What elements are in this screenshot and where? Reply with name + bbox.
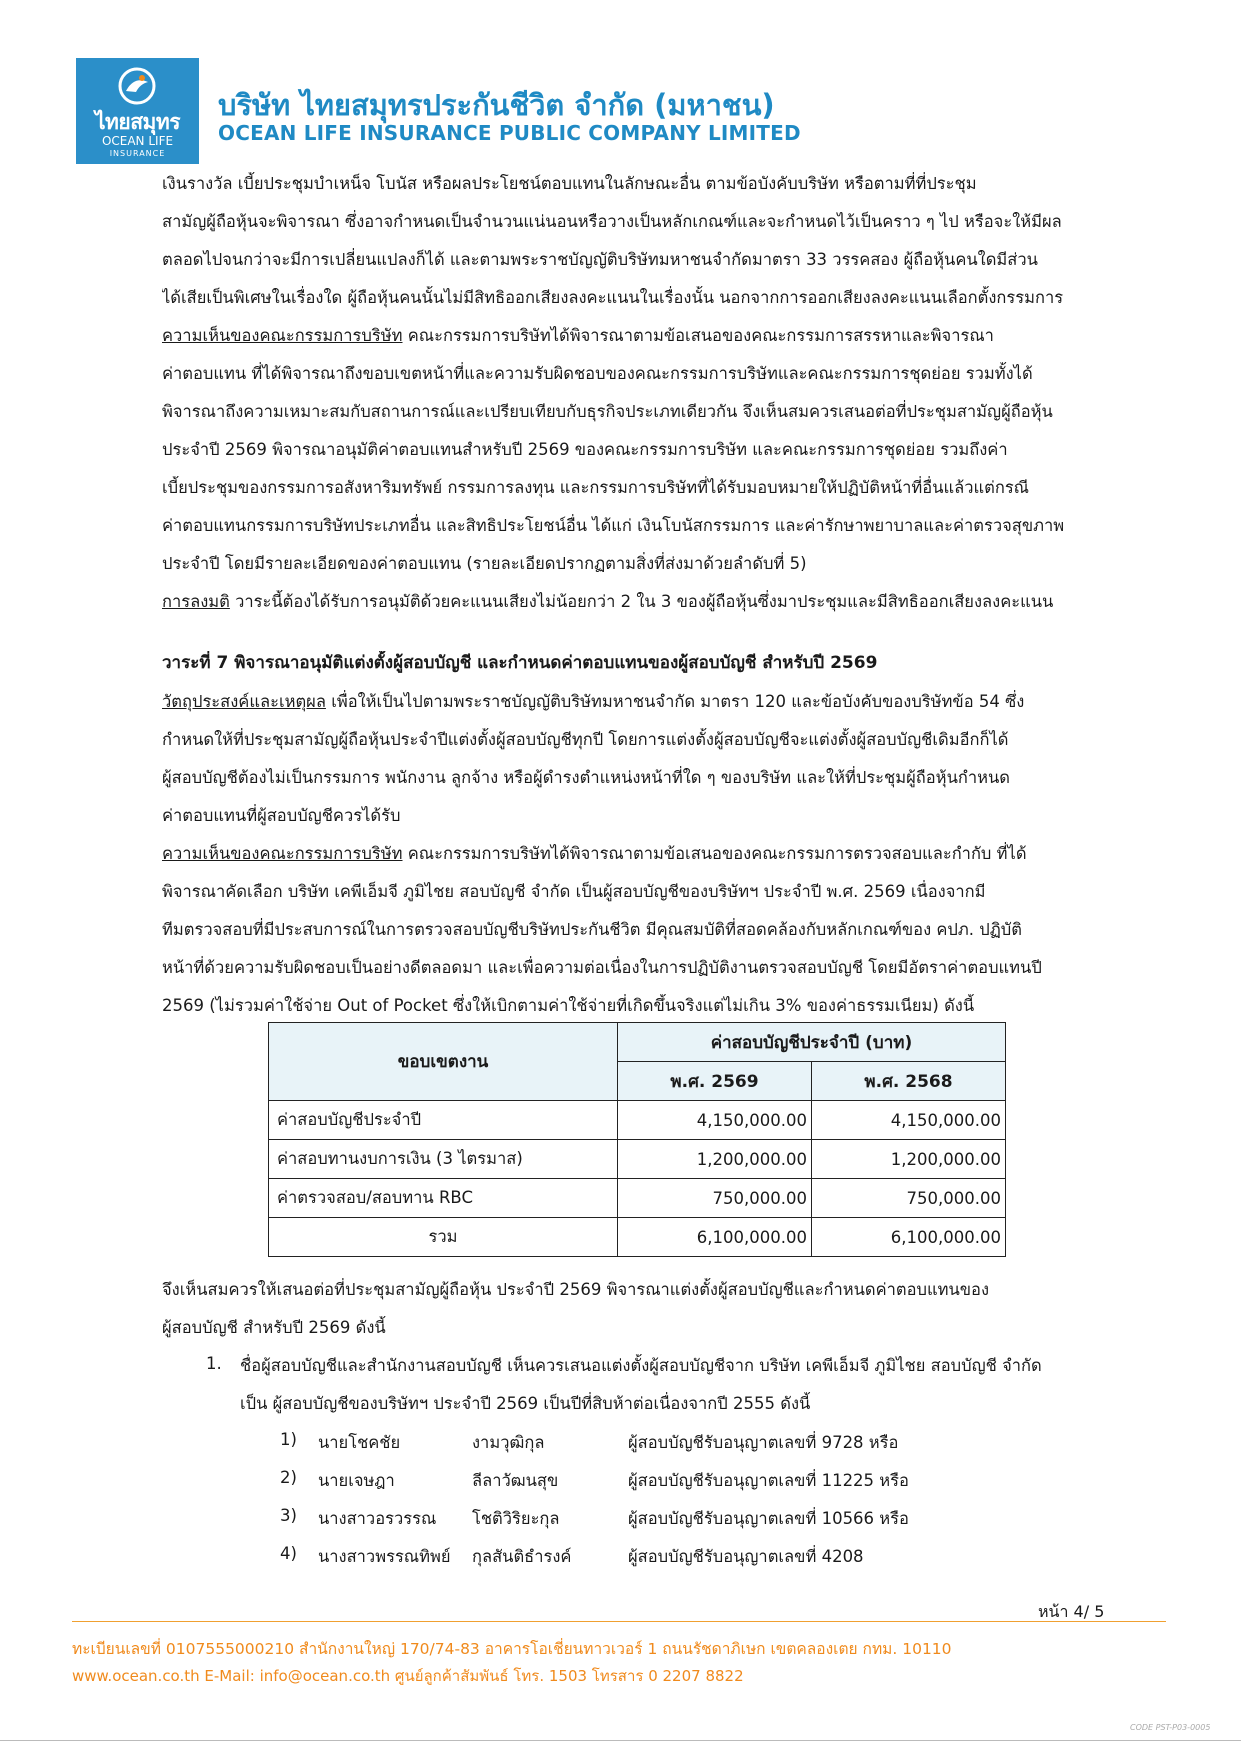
form-code: CODE PST-P03-0005 <box>1130 1723 1211 1732</box>
body-line: ผู้สอบบัญชีต้องไม่เป็นกรรมการ พนักงาน ลูกจ้าง หรือผู้ดำรงตำแหน่งหน้าที่ใด ๆ ของบริษัท และให้ที่ประชุมผู้ถือหุ้นกำหนด <box>162 768 1010 787</box>
body-line: ประจำปี โดยมีรายละเอียดของค่าตอบแทน (รายละเอียดปรากฏตามสิ่งที่ส่งมาด้วยลำดับที่ 5) <box>162 554 807 573</box>
auditor-license: ผู้สอบบัญชีรับอนุญาตเลขที่ 10566 หรือ <box>628 1509 909 1528</box>
auditor-no: 4) <box>280 1544 297 1563</box>
logo-text-en-sub: INSURANCE <box>109 149 166 158</box>
body-line: สามัญผู้ถือหุ้นจะพิจารณา ซึ่งอาจกำหนดเป็นจำนวนแน่นอนหรือวางเป็นหลักเกณฑ์และจะกำหนดไว้เป็นคราว ๆ ไป หรือจะให้มีผล <box>162 212 1062 231</box>
body-line: ค่าตอบแทนกรรมการบริษัทประเภทอื่น และสิทธิประโยชน์อื่น ได้แก่ เงินโบนัสกรรมการ และค่ารักษาพยาบาลและค่าตรวจสุขภาพ <box>162 516 1065 535</box>
footer-contact: www.ocean.co.th E-Mail: info@ocean.co.th ศูนย์ลูกค้าสัมพันธ์ โทร. 1503 โทรสาร 0 2207 8822 <box>72 1667 744 1685</box>
item-number: 1. <box>206 1354 222 1373</box>
fee-item: ค่าสอบทานงบการเงิน (3 ไตรมาส) <box>269 1140 618 1179</box>
auditor-license: ผู้สอบบัญชีรับอนุญาตเลขที่ 4208 <box>628 1547 864 1566</box>
fee-2568: 1,200,000.00 <box>812 1140 1006 1179</box>
table-header-row <box>269 1023 1006 1062</box>
vote-line <box>162 590 1112 614</box>
body-line: จึงเห็นสมควรให้เสนอต่อที่ประชุมสามัญผู้ถือหุ้น ประจำปี 2569 พิจารณาแต่งตั้งผู้สอบบัญชีและกำหนดค่าตอบแทนของ <box>162 1280 990 1299</box>
auditor-no: 3) <box>280 1506 297 1525</box>
purpose-text: เพื่อให้เป็นไปตามพระราชบัญญัติบริษัทมหาชนจำกัด มาตรา 120 และข้อบังคับของบริษัทข้อ 54 ซึ่ง <box>325 692 1025 711</box>
body-line: ชื่อผู้สอบบัญชีและสำนักงานสอบบัญชี เห็นควรเสนอแต่งตั้งผู้สอบบัญชีจาก บริษัท เคพีเอ็มจี ภูมิไชย สอบบัญชี จำกัด <box>240 1356 1042 1375</box>
body-line: ค่าตอบแทน ที่ได้พิจารณาถึงขอบเขตหน้าที่และความรับผิดชอบของคณะกรรมการบริษัทและคณะกรรมการชุดย่อย รวมทั้งได้ <box>162 364 1033 383</box>
auditor-last-name: โชติวิริยะกุล <box>472 1509 560 1528</box>
bottom-divider <box>0 1740 1241 1741</box>
fee-item: ค่าตรวจสอบ/สอบทาน RBC <box>269 1179 618 1218</box>
body-line: พิจารณาถึงความเหมาะสมกับสถานการณ์และเปรียบเทียบกับธุรกิจประเภทเดียวกัน จึงเห็นสมควรเสนอต่อที่ประชุมสามัญผู้ถือหุ้น <box>162 402 1053 421</box>
body-line: ค่าตอบแทนที่ผู้สอบบัญชีควรได้รับ <box>162 806 401 825</box>
fee-header: ค่าสอบบัญชีประจำปี (บาท) <box>618 1023 1006 1062</box>
company-name-en: OCEAN LIFE INSURANCE PUBLIC COMPANY LIMITED <box>218 121 801 145</box>
logo-text-en: OCEAN LIFE <box>101 134 174 148</box>
board-opinion-label: ความเห็นของคณะกรรมการบริษัท <box>162 326 403 345</box>
fee-2569: 4,150,000.00 <box>618 1101 812 1140</box>
logo-text-th: ไทยสมุทร <box>95 110 180 134</box>
fee-2568: 4,150,000.00 <box>812 1101 1006 1140</box>
body-line: พิจารณาคัดเลือก บริษัท เคพีเอ็มจี ภูมิไชย สอบบัญชี จำกัด เป็นผู้สอบบัญชีของบริษัทฯ ประจำปี พ.ศ. 2569 เนื่องจากมี <box>162 882 986 901</box>
agenda-7-title: วาระที่ 7 พิจารณาอนุมัติแต่งตั้งผู้สอบบัญชี และกำหนดค่าตอบแทนของผู้สอบบัญชี สำหรับปี 2569 <box>162 653 878 673</box>
footer-divider <box>72 1621 1166 1622</box>
page-number: หน้า 4/ 5 <box>1038 1602 1105 1621</box>
fee-total-2568: 6,100,000.00 <box>812 1218 1006 1257</box>
board-opinion-text: คณะกรรมการบริษัทได้พิจารณาตามข้อเสนอของคณะกรรมการตรวจสอบและกำกับ ที่ได้ <box>402 844 1027 863</box>
table-row <box>269 1101 1006 1140</box>
body-line: ได้เสียเป็นพิเศษในเรื่องใด ผู้ถือหุ้นคนนั้นไม่มีสิทธิออกเสียงลงคะแนนในเรื่องนั้น นอกจากการออกเสียงลงคะแนนเลือกตั้งกรรมการ <box>162 288 1064 307</box>
purpose-label: วัตถุประสงค์และเหตุผล <box>162 692 326 711</box>
auditor-no: 2) <box>280 1468 297 1487</box>
body-line: เป็น ผู้สอบบัญชีของบริษัทฯ ประจำปี 2569 เป็นปีที่สิบห้าต่อเนื่องจากปี 2555 ดังนี้ <box>240 1394 811 1413</box>
fee-total-label: รวม <box>269 1218 618 1257</box>
auditor-last-name: ลีลาวัฒนสุข <box>472 1471 559 1490</box>
company-name-th: บริษัท ไทยสมุทรประกันชีวิต จำกัด (มหาชน) <box>218 88 775 122</box>
body-line: กำหนดให้ที่ประชุมสามัญผู้ถือหุ้นประจำปีแต่งตั้งผู้สอบบัญชีทุกปี โดยการแต่งตั้งผู้สอบบัญชีจะแต่งตั้งผู้สอบบัญชีเดิมอีกก็ได้ <box>162 730 1009 749</box>
body-line: หน้าที่ด้วยความรับผิดชอบเป็นอย่างดีตลอดมา และเพื่อความต่อเนื่องในการปฏิบัติงานตรวจสอบบัญชี โดยมีอัตราค่าตอบแทนปี <box>162 958 1042 977</box>
year-header-2568: พ.ศ. 2568 <box>812 1062 1006 1101</box>
fee-2569: 1,200,000.00 <box>618 1140 812 1179</box>
body-line: ประจำปี 2569 พิจารณาอนุมัติค่าตอบแทนสำหรับปี 2569 ของคณะกรรมการบริษัท และคณะกรรมการชุดย่อย รวมถึงค่า <box>162 440 1008 459</box>
board-opinion-line <box>162 324 1112 348</box>
purpose-line <box>162 690 1112 714</box>
fee-item: ค่าสอบบัญชีประจำปี <box>269 1101 618 1140</box>
auditor-license: ผู้สอบบัญชีรับอนุญาตเลขที่ 11225 หรือ <box>628 1471 909 1490</box>
body-line: ผู้สอบบัญชี สำหรับปี 2569 ดังนี้ <box>162 1318 386 1337</box>
auditor-first-name: นางสาวพรรณทิพย์ <box>318 1547 451 1566</box>
auditor-last-name: งามวุฒิกุล <box>472 1433 545 1452</box>
body-line: เบี้ยประชุมของกรรมการอสังหาริมทรัพย์ กรรมการลงทุน และกรรมการบริษัทที่ได้รับมอบหมายให้ปฏิบัติหน้าที่อื่นแล้วแต่กรณี <box>162 478 1029 497</box>
fee-2569: 750,000.00 <box>618 1179 812 1218</box>
year-header-2569: พ.ศ. 2569 <box>618 1062 812 1101</box>
body-line: เงินรางวัล เบี้ยประชุมบำเหน็จ โบนัส หรือผลประโยชน์ตอบแทนในลักษณะอื่น ตามข้อบังคับบริษัท หรือตามที่ที่ประชุม <box>162 174 977 193</box>
audit-fee-table <box>268 1022 1006 1257</box>
auditor-first-name: นายโชคชัย <box>318 1433 401 1452</box>
board-opinion-label: ความเห็นของคณะกรรมการบริษัท <box>162 844 403 863</box>
body-line: ตลอดไปจนกว่าจะมีการเปลี่ยนแปลงก็ได้ และตามพระราชบัญญัติบริษัทมหาชนจำกัดมาตรา 33 วรรคสอง ผู้ถือหุ้นคนใดมีส่วน <box>162 250 1038 269</box>
auditor-license: ผู้สอบบัญชีรับอนุญาตเลขที่ 9728 หรือ <box>628 1433 899 1452</box>
table-row <box>269 1140 1006 1179</box>
fee-total-2569: 6,100,000.00 <box>618 1218 812 1257</box>
table-total-row <box>269 1218 1006 1257</box>
auditor-first-name: นายเจษฎา <box>318 1471 395 1490</box>
board-opinion-line <box>162 842 1112 866</box>
table-row <box>269 1179 1006 1218</box>
scope-header: ขอบเขตงาน <box>269 1023 618 1101</box>
body-line: 2569 (ไม่รวมค่าใช้จ่าย Out of Pocket ซึ่งให้เบิกตามค่าใช้จ่ายที่เกิดขึ้นจริงแต่ไม่เกิน 3% ของค่าธรรมเนียม) ดังนี้ <box>162 996 975 1015</box>
company-logo <box>76 58 199 164</box>
vote-text: วาระนี้ต้องได้รับการอนุมัติด้วยคะแนนเสียงไม่น้อยกว่า 2 ใน 3 ของผู้ถือหุ้นซึ่งมาประชุมและมีสิทธิออกเสียงลงคะแนน <box>229 592 1054 611</box>
vote-label: การลงมติ <box>162 592 230 611</box>
auditor-last-name: กุลสันติธำรงค์ <box>472 1547 572 1566</box>
board-opinion-text: คณะกรรมการบริษัทได้พิจารณาตามข้อเสนอของคณะกรรมการสรรหาและพิจารณา <box>402 326 994 345</box>
body-line: ทีมตรวจสอบที่มีประสบการณ์ในการตรวจสอบบัญชีบริษัทประกันชีวิต มีคุณสมบัติที่สอดคล้องกับหลักเกณฑ์ของ คปภ. ปฏิบัติ <box>162 920 1022 939</box>
auditor-first-name: นางสาวอรวรรณ <box>318 1509 437 1528</box>
footer-address: ทะเบียนเลขที่ 0107555000210 สำนักงานใหญ่ 170/74-83 อาคารโอเชี่ยนทาวเวอร์ 1 ถนนรัชดาภิเษก เขตคลองเตย กทม. 10110 <box>72 1640 952 1658</box>
fee-2568: 750,000.00 <box>812 1179 1006 1218</box>
auditor-no: 1) <box>280 1430 297 1449</box>
